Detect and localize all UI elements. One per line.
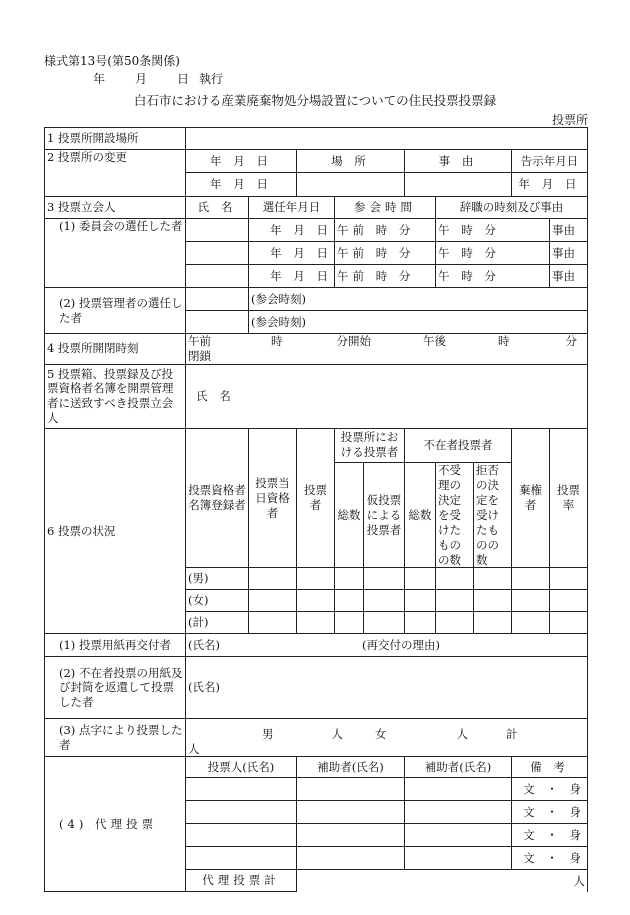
- s6-male-total2[interactable]: [405, 568, 436, 590]
- s6-total-provisional[interactable]: [364, 612, 405, 634]
- s6-3-female-unit: 人: [456, 726, 468, 741]
- s3-sub2-attend-2[interactable]: (参会時刻): [249, 311, 588, 334]
- s6-1-reason: (再交付の理由): [361, 637, 440, 652]
- s6-h-absentee: 不在者投票者: [405, 428, 512, 462]
- s6-h-rate: 投票率: [550, 428, 588, 568]
- s4-am: 午前: [188, 334, 211, 348]
- s3-sub1-resign-time-1[interactable]: 午 時 分: [436, 219, 550, 242]
- s1-value[interactable]: [186, 128, 588, 150]
- s3-label: 3 投票立会人: [45, 197, 186, 219]
- s6-h-at-station: 投票所における投票者: [335, 428, 405, 462]
- s3-sub1-name-1[interactable]: [186, 219, 249, 242]
- s4-label: 4 投票所開閉時刻: [45, 334, 186, 365]
- s6-total-eligible[interactable]: [249, 612, 297, 634]
- s6-row-female-label: (女): [186, 590, 249, 612]
- s3-h-appoint: 選任年月日: [249, 197, 335, 219]
- s6-female-abstain[interactable]: [512, 590, 550, 612]
- s6-male-not-accepted[interactable]: [436, 568, 474, 590]
- s6-h-refused: 拒否の決定を受けたものの数: [474, 462, 512, 568]
- s6-3-label: (3) 点字により投票した者: [45, 719, 186, 757]
- s6-4-assist2-2[interactable]: [405, 801, 512, 824]
- s6-4-note-4[interactable]: 文 ・ 身: [512, 847, 588, 870]
- s3-sub1-appoint-1[interactable]: 年 月 日: [249, 219, 335, 242]
- s6-4-assist1-2[interactable]: [297, 801, 405, 824]
- s6-male-rate[interactable]: [550, 568, 588, 590]
- s6-4-note-2[interactable]: 文 ・ 身: [512, 801, 588, 824]
- s6-total-rate[interactable]: [550, 612, 588, 634]
- s2-h-notice: 告示年月日: [512, 150, 588, 173]
- s3-h-name: 氏 名: [186, 197, 249, 219]
- s2-notice-value[interactable]: 年 月 日: [512, 173, 588, 197]
- s6-4-assist1-4[interactable]: [297, 847, 405, 870]
- s6-4-note-1[interactable]: 文 ・ 身: [512, 778, 588, 801]
- s6-female-refused[interactable]: [474, 590, 512, 612]
- s6-4-assist1-1[interactable]: [297, 778, 405, 801]
- s6-h-voters: 投票者: [297, 428, 335, 568]
- s3-sub1-appoint-2[interactable]: 年 月 日: [249, 242, 335, 265]
- s6-1-label: (1) 投票用紙再交付者: [45, 634, 186, 657]
- s6-3-total: 計: [506, 726, 518, 741]
- s3-sub2-label: (2) 投票管理者の選任した者: [45, 288, 186, 334]
- s3-sub1-label: (1) 委員会の選任した者: [45, 219, 186, 288]
- s6-female-voters[interactable]: [297, 590, 335, 612]
- date-year: 年: [93, 72, 106, 86]
- date-day: 日: [177, 72, 190, 86]
- s6-total-refused[interactable]: [474, 612, 512, 634]
- date-exec: 執行: [199, 72, 224, 86]
- s6-h-not-accepted: 不受理の決定を受けたものの数: [436, 462, 474, 568]
- s3-sub1-name-2[interactable]: [186, 242, 249, 265]
- s3-sub1-reason-3[interactable]: 事由: [550, 265, 588, 288]
- s3-sub1-attend-2[interactable]: 午前 時 分: [335, 242, 436, 265]
- s4-open: 分開始: [336, 334, 371, 348]
- s6-total-abstain[interactable]: [512, 612, 550, 634]
- s6-3-value[interactable]: [186, 719, 588, 757]
- s3-h-resign: 辞職の時刻及び事由: [436, 197, 588, 219]
- s6-female-not-accepted[interactable]: [436, 590, 474, 612]
- s6-1-name: (氏名): [188, 637, 220, 652]
- s2-h-reason: 事 由: [405, 150, 512, 173]
- s2-reason-value[interactable]: [405, 173, 512, 197]
- s4-pm: 午後: [423, 334, 446, 348]
- s2-h-date: 年 月 日: [186, 150, 297, 173]
- s6-total-total2[interactable]: [405, 612, 436, 634]
- s5-label: 5 投票箱、投票録及び投票資格者名簿を開票管理者に送致すべき投票立会人: [45, 364, 186, 428]
- s6-4-h-note: 備 考: [512, 757, 588, 778]
- s6-4-assist2-3[interactable]: [405, 824, 512, 847]
- s3-sub1-name-3[interactable]: [186, 265, 249, 288]
- polling-station-label: 投票所: [551, 113, 588, 127]
- s6-female-rate[interactable]: [550, 590, 588, 612]
- s3-sub1-attend-1[interactable]: 午前 時 分: [335, 219, 436, 242]
- s6-4-assist2-4[interactable]: [405, 847, 512, 870]
- s3-sub1-resign-time-3[interactable]: 午 時 分: [436, 265, 550, 288]
- s6-4-total-unit[interactable]: 人: [297, 870, 588, 892]
- s6-3-male-unit: 人: [331, 726, 343, 741]
- s6-4-h-assist2: 補助者(氏名): [405, 757, 512, 778]
- s6-1-value[interactable]: [186, 634, 588, 657]
- s5-name[interactable]: 氏 名: [186, 364, 588, 428]
- s6-female-total2[interactable]: [405, 590, 436, 612]
- s6-4-voter-1[interactable]: [186, 778, 297, 801]
- s6-male-voters[interactable]: [297, 568, 335, 590]
- s3-sub1-reason-1[interactable]: 事由: [550, 219, 588, 242]
- s6-h-provisional: 仮投票による投票者: [364, 462, 405, 568]
- s6-3-female: 女: [375, 726, 387, 741]
- form-number: 様式第13号(第50条関係): [44, 54, 180, 68]
- s6-total-not-accepted[interactable]: [436, 612, 474, 634]
- s3-sub1-reason-2[interactable]: 事由: [550, 242, 588, 265]
- s3-sub1-appoint-3[interactable]: 年 月 日: [249, 265, 335, 288]
- s6-4-h-voter: 投票人(氏名): [186, 757, 297, 778]
- document-title: 白石市における産業廃棄物処分場設置についての住民投票投票録: [133, 93, 497, 108]
- s6-female-eligible[interactable]: [249, 590, 297, 612]
- s6-h-registered: 投票資格者名簿登録者: [186, 428, 249, 568]
- s6-4-total-label: 代理投票計: [186, 870, 297, 892]
- s6-label: 6 投票の状況: [45, 428, 186, 634]
- s6-h-total: 総数: [335, 462, 364, 568]
- s6-4-note-3[interactable]: 文 ・ 身: [512, 824, 588, 847]
- s1-label: 1 投票所開設場所: [45, 128, 186, 150]
- s6-4-assist2-1[interactable]: [405, 778, 512, 801]
- s6-4-assist1-3[interactable]: [297, 824, 405, 847]
- s6-row-total-label: (計): [186, 612, 249, 634]
- s6-male-refused[interactable]: [474, 568, 512, 590]
- s2-label: 2 投票所の変更: [45, 150, 186, 197]
- s4-hour-close: 時: [498, 334, 510, 348]
- s6-female-provisional[interactable]: [364, 590, 405, 612]
- s6-total-voters[interactable]: [297, 612, 335, 634]
- s4-value[interactable]: [186, 334, 588, 365]
- s6-row-male-label: (男): [186, 568, 249, 590]
- s6-4-voter-2[interactable]: [186, 801, 297, 824]
- s2-place-value[interactable]: [297, 173, 405, 197]
- s6-3-total-unit: 人: [188, 741, 200, 756]
- s6-h-abstain: 棄権者: [512, 428, 550, 568]
- s3-sub2-attend-1[interactable]: (参会時刻): [249, 288, 588, 311]
- s3-sub1-attend-3[interactable]: 午前 時 分: [335, 265, 436, 288]
- voting-record-table: [44, 127, 588, 892]
- s3-sub2-name-1[interactable]: [186, 288, 249, 311]
- s6-h-eligible: 投票当日資格者: [249, 428, 297, 568]
- s6-female-total[interactable]: [335, 590, 364, 612]
- s6-male-abstain[interactable]: [512, 568, 550, 590]
- s6-male-eligible[interactable]: [249, 568, 297, 590]
- s6-4-voter-3[interactable]: [186, 824, 297, 847]
- s6-4-h-assist1: 補助者(氏名): [297, 757, 405, 778]
- s6-h-total2: 総数: [405, 462, 436, 568]
- execution-date: [93, 70, 223, 87]
- s2-date-value[interactable]: 年 月 日: [186, 173, 297, 197]
- s6-male-provisional[interactable]: [364, 568, 405, 590]
- s2-h-place: 場 所: [297, 150, 405, 173]
- s4-hour-open: 時: [271, 334, 283, 348]
- s6-2-name[interactable]: (氏名): [186, 657, 588, 719]
- s3-sub1-resign-time-2[interactable]: 午 時 分: [436, 242, 550, 265]
- s4-close: 分閉鎖: [188, 334, 577, 363]
- s6-2-label: (2) 不在者投票の用紙及び封筒を返還して投票した者: [45, 657, 186, 719]
- s6-3-male: 男: [262, 726, 274, 741]
- s3-sub2-name-2[interactable]: [186, 311, 249, 334]
- s6-4-voter-4[interactable]: [186, 847, 297, 870]
- s6-male-total[interactable]: [335, 568, 364, 590]
- s6-4-label: (4) 代理投票: [45, 757, 186, 892]
- s6-total-total[interactable]: [335, 612, 364, 634]
- date-month: 月: [135, 72, 148, 86]
- s3-h-attend: 参会時間: [335, 197, 436, 219]
